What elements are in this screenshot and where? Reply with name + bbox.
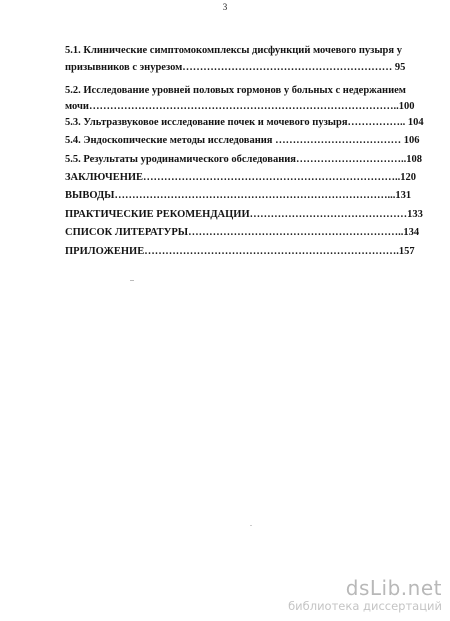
toc-entry-5-2-line2: мочи……………………………………………………………………………..100 xyxy=(65,101,415,112)
scan-speck xyxy=(250,525,252,526)
toc-entry-5-5: 5.5. Результаты уродинамического обследования…………………………..108 xyxy=(65,154,422,165)
watermark-subtitle: библиотека диссертаций xyxy=(288,599,442,613)
toc-entry-findings: ВЫВОДЫ……………………………………………………………………...131 xyxy=(65,190,412,201)
page-number: 3 xyxy=(222,2,228,12)
toc-entry-references: СПИСОК ЛИТЕРАТУРЫ……………………………………………………..134 xyxy=(65,227,420,238)
toc-entry-5-1-line2: призывников с энурезом…………………………………………………… 95 xyxy=(65,62,406,73)
toc-entry-conclusion: ЗАКЛЮЧЕНИЕ………………………………………………………………..120 xyxy=(65,172,417,183)
scan-speck xyxy=(130,280,134,281)
toc-entry-5-4: 5.4. Эндоскопические методы исследования ……………………………… 106 xyxy=(65,135,420,146)
toc-entry-5-2-line1: 5.2. Исследование уровней половых гормонов у больных с недержанием xyxy=(65,85,406,96)
toc-entry-5-3: 5.3. Ультразвуковое исследование почек и мочевого пузыря…………….. 104 xyxy=(65,117,424,128)
watermark-logo: dsLib.net xyxy=(345,576,442,600)
watermark xyxy=(288,577,442,613)
toc-entry-recommendations: ПРАКТИЧЕСКИЕ РЕКОМЕНДАЦИИ………………………………………133 xyxy=(65,209,423,220)
toc-entry-5-1-line1: 5.1. Клинические симптомокомплексы дисфункций мочевого пузыря у xyxy=(65,45,402,56)
toc-entry-appendix: ПРИЛОЖЕНИЕ……………………………………………………………….157 xyxy=(65,246,415,257)
